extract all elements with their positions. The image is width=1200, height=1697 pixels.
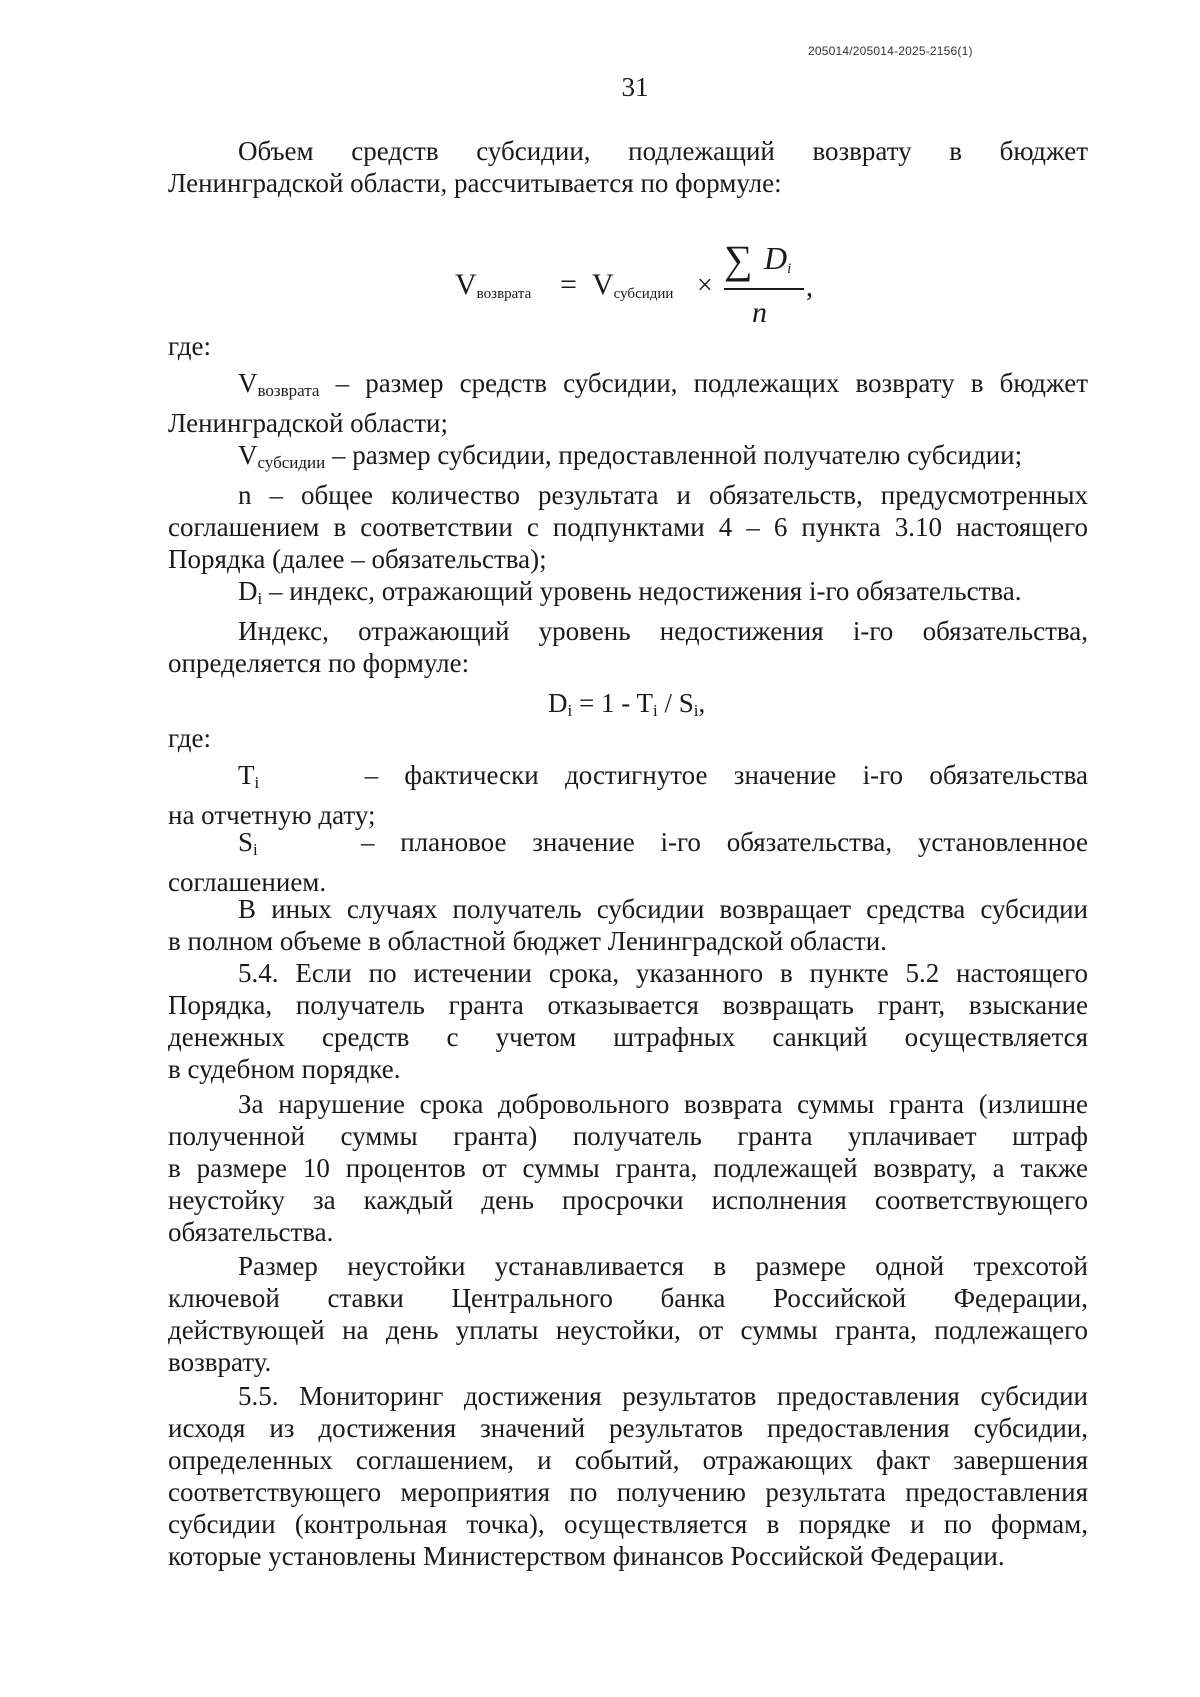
- def-s-line-2: соглашением.: [168, 867, 327, 897]
- d-text: – индекс, отражающий уровень недостижения i-го обязательства.: [262, 576, 1022, 606]
- index-d-subscript: i: [567, 701, 573, 720]
- other-line-1: В иных случаях получатель субсидии возвращает средства субсидии: [238, 894, 1088, 924]
- v-return-subscript: возврата: [257, 381, 320, 400]
- def-v-subsidy: [168, 439, 1088, 479]
- definitions-1: [168, 367, 1088, 679]
- page-number: 31: [621, 72, 649, 102]
- paragraph-5-5: [168, 1380, 1088, 1572]
- other-line-2: в полном объеме в областной бюджет Ленинградской области.: [168, 926, 887, 956]
- def-v-return-line-1: [168, 367, 1088, 407]
- formula-sum-sign: ∑: [724, 237, 753, 282]
- def-n-line-3: Порядка (далее – обязательства);: [168, 544, 547, 574]
- p54-line-2: Порядка, получатель гранта отказывается возвращать грант, взыскание: [168, 990, 1088, 1020]
- p54-line-4: в судебном порядке.: [168, 1054, 401, 1084]
- penalty-line-2: ключевой ставки Центрального банка Российской Федерации,: [168, 1283, 1088, 1313]
- formula-lhs: [455, 268, 531, 303]
- numerator-var: D: [764, 240, 788, 276]
- formula-index: [548, 688, 705, 721]
- def-t-line-1: [168, 759, 1088, 799]
- v-return-text: – размер средств субсидии, подлежащих возврату в бюджет: [319, 368, 1088, 398]
- def-s-line-1: [168, 826, 1088, 866]
- fine-line-4: неустойку за каждый день просрочки исполнения соответствующего: [168, 1185, 1088, 1215]
- v-subsidy-symbol: V: [238, 440, 258, 470]
- formula-times: ×: [697, 270, 713, 301]
- paragraph-5-4: [168, 957, 1088, 1085]
- p55-line-1: 5.5. Мониторинг достижения результатов предоставления субсидии: [238, 1381, 1088, 1411]
- paragraph-fine: [168, 1088, 1088, 1248]
- s-symbol: S: [238, 827, 254, 857]
- index-intro-line-1: Индекс, отражающий уровень недостижения i-го обязательства,: [238, 616, 1088, 646]
- p55-line-4: соответствующего мероприятия по получению результата предоставления: [168, 1477, 1088, 1507]
- index-s-subscript: i: [693, 701, 699, 720]
- formula-equals: =: [560, 268, 577, 301]
- v-subsidy-subscript: субсидии: [257, 453, 326, 472]
- penalty-line-1: Размер неустойки устанавливается в размере одной трехсотой: [238, 1251, 1088, 1281]
- formula-numerator: [764, 240, 791, 278]
- t-text: – фактически достигнутое значение i-го обязательства: [364, 760, 1088, 790]
- def-d: [168, 575, 1088, 615]
- v-return-symbol: V: [238, 368, 258, 398]
- fraction-bar: [724, 288, 804, 290]
- def-t-line-2: на отчетную дату;: [168, 800, 376, 830]
- def-v-return-line-2: Ленинградской области;: [168, 408, 448, 438]
- index-d: D: [548, 688, 568, 718]
- index-slash: / S: [657, 688, 694, 718]
- p54-line-1: 5.4. Если по истечении срока, указанного в пункте 5.2 настоящего: [238, 958, 1088, 988]
- v-subsidy-text: – размер субсидии, предоставленной получателю субсидии;: [325, 440, 1023, 470]
- p55-line-5: субсидии (контрольная точка), осуществляется в порядке и по формам,: [168, 1509, 1088, 1539]
- fine-line-3: в размере 10 процентов от суммы гранта, подлежащей возврату, а также: [168, 1153, 1088, 1183]
- t-subscript: i: [254, 773, 260, 792]
- def-n-line-2: соглашением в соответствии с подпунктами 4 – 6 пункта 3.10 настоящего: [168, 512, 1088, 542]
- p55-line-3: определенных соглашением, и событий, отражающих факт завершения: [168, 1445, 1088, 1475]
- s-text: – плановое значение i-го обязательства, установленное: [360, 827, 1089, 857]
- paragraph-other-cases: [168, 893, 1088, 957]
- lhs-subscript: возврата: [476, 286, 532, 302]
- numerator-subscript: i: [787, 261, 792, 277]
- formula-trailing-comma: ,: [806, 272, 813, 303]
- where-label-2: где:: [168, 723, 211, 753]
- p55-line-6: которые установлены Министерством финансов Российской Федерации.: [168, 1541, 1005, 1571]
- index-mid: = 1 - T: [572, 688, 653, 718]
- def-n-line-1: n – общее количество результата и обязательств, предусмотренных: [238, 480, 1088, 510]
- formula-denominator: n: [752, 296, 767, 329]
- d-subscript: i: [257, 589, 263, 608]
- index-intro-line-2: определяется по формуле:: [168, 648, 470, 678]
- rhs-subscript: субсидии: [613, 286, 674, 302]
- fine-line-5: обязательства.: [168, 1217, 334, 1247]
- document-id: 205014/205014-2025-2156(1): [808, 44, 973, 58]
- formula-rhs: [592, 268, 673, 303]
- intro-line-2: Ленинградской области, рассчитывается по формуле:: [168, 168, 782, 198]
- penalty-line-4: возврату.: [168, 1347, 272, 1377]
- index-t-subscript: i: [652, 701, 658, 720]
- fine-line-1: За нарушение срока добровольного возврата суммы гранта (излишне: [238, 1089, 1088, 1119]
- intro-paragraph: [168, 135, 1088, 199]
- paragraph-penalty: [168, 1250, 1088, 1378]
- lhs-symbol: V: [455, 268, 477, 301]
- rhs-symbol: V: [592, 268, 614, 301]
- s-subscript: i: [253, 840, 258, 859]
- p55-line-2: исходя из достижения значений результатов предоставления субсидии,: [168, 1413, 1088, 1443]
- fine-line-2: полученной суммы гранта) получатель гранта уплачивает штраф: [168, 1121, 1088, 1151]
- definitions-2: [168, 759, 1088, 831]
- t-symbol: T: [238, 760, 255, 790]
- where-label-1: где:: [168, 331, 211, 361]
- p54-line-3: денежных средств с учетом штрафных санкций осуществляется: [168, 1022, 1088, 1052]
- index-trailing-comma: ,: [698, 688, 706, 718]
- intro-line-1: Объем средств субсидии, подлежащий возврату в бюджет: [238, 136, 1088, 166]
- d-symbol: D: [238, 576, 258, 606]
- definitions-2b: [168, 826, 1088, 898]
- penalty-line-3: действующей на день уплаты неустойки, от суммы гранта, подлежащего: [168, 1315, 1088, 1345]
